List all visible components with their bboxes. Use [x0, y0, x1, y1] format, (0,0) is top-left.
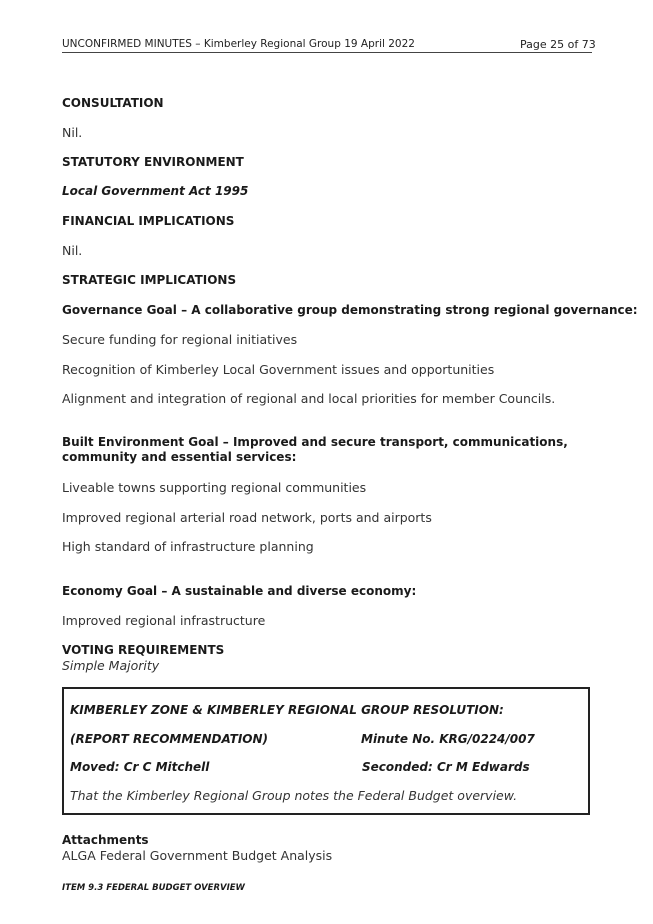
- resolution-text: That the Kimberley Regional Group notes the Federal Budget overview.: [70, 788, 518, 803]
- consultation-heading: CONSULTATION: [62, 96, 164, 110]
- voting-text: Simple Majority: [62, 658, 160, 673]
- strategic-heading: STRATEGIC IMPLICATIONS: [62, 273, 237, 287]
- financial-text: Nil.: [62, 243, 83, 258]
- header-title: UNCONFIRMED MINUTES – Kimberley Regional Group 19 April 2022: [62, 38, 415, 50]
- statutory-text: Local Government Act 1995: [62, 184, 249, 198]
- statutory-heading: STATUTORY ENVIRONMENT: [62, 155, 244, 169]
- attachments-heading: Attachments: [62, 833, 149, 847]
- voting-heading: VOTING REQUIREMENTS: [62, 643, 225, 657]
- built-item: Liveable towns supporting regional communities: [62, 480, 367, 495]
- built-item: High standard of infrastructure planning: [62, 539, 314, 554]
- governance-item: Secure funding for regional initiatives: [62, 332, 298, 347]
- resolution-box: [62, 687, 590, 815]
- consultation-text: Nil.: [62, 125, 83, 140]
- attachment-item: ALGA Federal Government Budget Analysis: [62, 848, 333, 863]
- resolution-title: KIMBERLEY ZONE & KIMBERLEY REGIONAL GROUP RESOLUTION:: [70, 703, 504, 717]
- governance-item: Alignment and integration of regional and local priorities for member Councils.: [62, 391, 556, 406]
- minute-number: Minute No. KRG/0224/007: [361, 732, 535, 746]
- built-item: Improved regional arterial road network, ports and airports: [62, 510, 432, 525]
- seconded-by: Seconded: Cr M Edwards: [362, 760, 530, 774]
- moved-by: Moved: Cr C Mitchell: [70, 760, 210, 774]
- governance-item: Recognition of Kimberley Local Government issues and opportunities: [62, 362, 495, 377]
- header-rule: [62, 52, 592, 53]
- report-recommendation: (REPORT RECOMMENDATION): [70, 732, 269, 746]
- built-environment-goal: Built Environment Goal – Improved and secure transport, communications, community and essential services:: [62, 435, 568, 464]
- page-number: Page 25 of 73: [520, 38, 596, 51]
- economy-goal: Economy Goal – A sustainable and diverse economy:: [62, 584, 417, 598]
- economy-item: Improved regional infrastructure: [62, 613, 266, 628]
- footer-item-label: ITEM 9.3 FEDERAL BUDGET OVERVIEW: [62, 883, 245, 893]
- financial-heading: FINANCIAL IMPLICATIONS: [62, 214, 235, 228]
- governance-goal: Governance Goal – A collaborative group demonstrating strong regional governance:: [62, 303, 638, 317]
